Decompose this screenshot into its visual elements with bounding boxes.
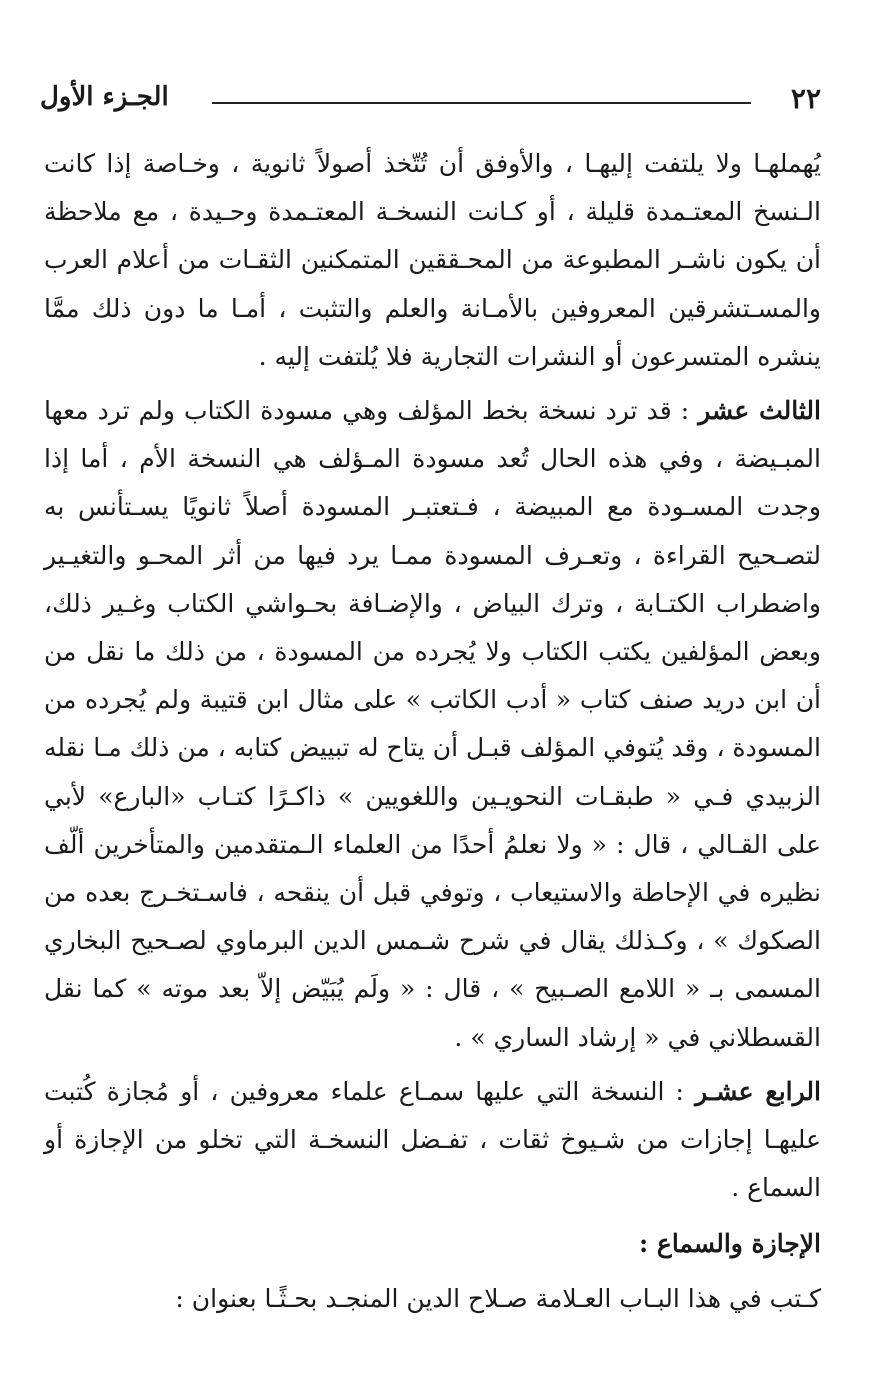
paragraph-2-lead: الثالث عشر (698, 396, 821, 426)
paragraph-2 (44, 387, 821, 1062)
paragraph-3-text: : النسخة التي عليها سمـاع علماء معروفين ، أو مُجازة كُتبت عليهـا إجازات من شـيوخ ثقات ، تفـضل النسخـة التي تخلو من الإجازة أو السماع . (44, 1076, 821, 1203)
section-heading: الإجازة والسماع : (638, 1229, 821, 1259)
paragraph-3 (44, 1068, 821, 1213)
header-rule (212, 102, 751, 104)
paragraph-2-text: : قد ترد نسخة بخط المؤلف وهي مسودة الكتاب ولم ترد معها المبـيضة ، وفي هذه الحال تُعد مسودة المـؤلف هي النسخة الأم ، أما إذا وجدت المسـودة مع المبيضة ، فـتعتبـر المسودة أصلاً ثانويًا يسـتأنس به لتصـحيح القراءة ، وتعـرف المسودة ممـا يرد فيها من أثر المحـو والتغيـير واضطراب الكتـابة ، وترك البياض ، والإضـافة بحـواشي الكتاب وغـير ذلك، وبعض المؤلفين يكتب الكتاب ولا يُجرده من المسودة ، من ذلك ما نقل من أن ابن دريد صنف كتاب « أدب الكاتب » على مثال ابن قتيبة ولم يُجرده من المسودة ، وقد يُتوفي المؤلف قبـل أن يتاح له تبييض كتابه ، من ذلك مـا نقله الزبيدي فـي « طبقـات النحويـين واللغويين » ذاكـرًا كتـاب «البارع» لأبي على القـالي ، قال : « ولا نعلمُ أحدًا من العلماء الـمتقدمين والمتأخرين ألّف نظيره في الإحاطة والاستيعاب ، وتوفي قبل أن ينقحه ، فاسـتخـرج بعده من الصكوك » ، وكـذلك يقال في شرح شـمس الدين البرماوي لصـحيح البخاري المسمى بـ « اللامع الصـبيح » ، قال : « ولَم يُبَيّض إلاّ بعد موته » كما نقل القسطلاني في « إرشاد الساري » . (44, 396, 821, 1052)
page-number: ٢٢ (790, 82, 821, 115)
running-title: الجـزء الأول (40, 82, 169, 112)
page-header (40, 82, 821, 126)
paragraph-4: كـتب في هذا البـاب العـلامة صـلاح الدين المنجـد بحـثًـا بعنوان : (175, 1283, 821, 1313)
paragraph-3-lead: الرابع عشـر (695, 1076, 821, 1106)
paragraph-1: يُهملهـا ولا يلتفت إليهـا ، والأوفق أن تُتّخذ أصولاً ثانوية ، وخـاصة إذا كانت الـنسخ المعتـمدة قليلة ، أو كـانت النسخـة المعتـمدة وحـيدة ، مع ملاحظة أن يكون ناشـر المطبوعة من المحـققين المتمكنين الثقـات من أعلام العرب والمسـتشرقين المعروفين بالأمـانة والعلم والتثبت ، أمـا ما دون ذلك ممَّا ينشره المتسرعون أو النشرات التجارية فلا يُلتفت إليه . (44, 149, 821, 371)
body-text (44, 140, 821, 1323)
